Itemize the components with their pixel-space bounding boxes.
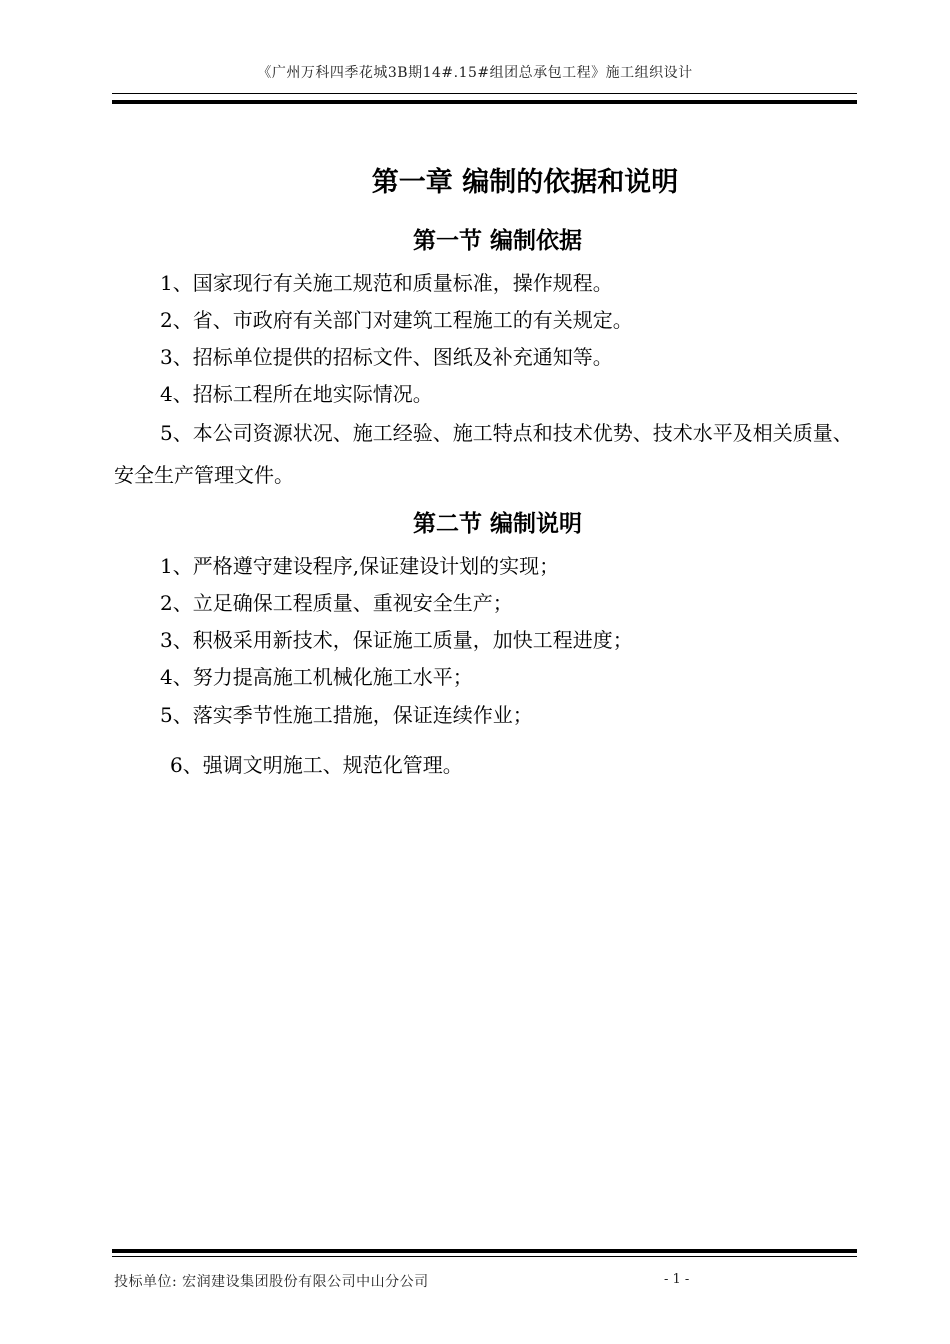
basis-item-1: 1、国家现行有关施工规范和质量标准，操作规程。 — [160, 271, 613, 295]
notes-item-1: 1、严格遵守建设程序,保证建设计划的实现； — [160, 554, 560, 578]
basis-item-4: 4、招标工程所在地实际情况。 — [160, 382, 433, 406]
notes-item-3: 3、积极采用新技术，保证施工质量，加快工程进度； — [160, 628, 633, 652]
chapter-title: 第一章 编制的依据和说明 — [371, 167, 679, 198]
footer-rule-thin — [112, 1256, 857, 1257]
basis-item-2: 2、省、市政府有关部门对建筑工程施工的有关规定。 — [160, 308, 633, 332]
notes-item-6: 6、强调文明施工、规范化管理。 — [170, 753, 463, 777]
section-title-basis: 第一节 编制依据 — [412, 227, 582, 254]
page-number: - 1 - — [664, 1272, 690, 1287]
notes-item-4: 4、努力提高施工机械化施工水平； — [160, 665, 473, 689]
section-title-notes: 第二节 编制说明 — [412, 510, 582, 537]
basis-item-5: 5、本公司资源状况、施工经验、施工特点和技术优势、技术水平及相关质量、 — [160, 421, 853, 445]
notes-item-2: 2、立足确保工程质量、重视安全生产； — [160, 591, 513, 615]
basis-item-5-continued: 安全生产管理文件。 — [114, 463, 294, 487]
footer-rule-thick — [112, 1249, 857, 1253]
header-rule-thin — [112, 93, 857, 94]
footer-bidder: 投标单位: 宏润建设集团股份有限公司中山分公司 — [114, 1274, 429, 1290]
header-title: 《广州万科四季花城3B期14#.15#组团总承包工程》施工组织设计 — [257, 65, 693, 81]
basis-item-3: 3、招标单位提供的招标文件、图纸及补充通知等。 — [160, 345, 613, 369]
notes-item-5: 5、落实季节性施工措施，保证连续作业； — [160, 703, 533, 727]
header-rule-thick — [112, 100, 857, 104]
